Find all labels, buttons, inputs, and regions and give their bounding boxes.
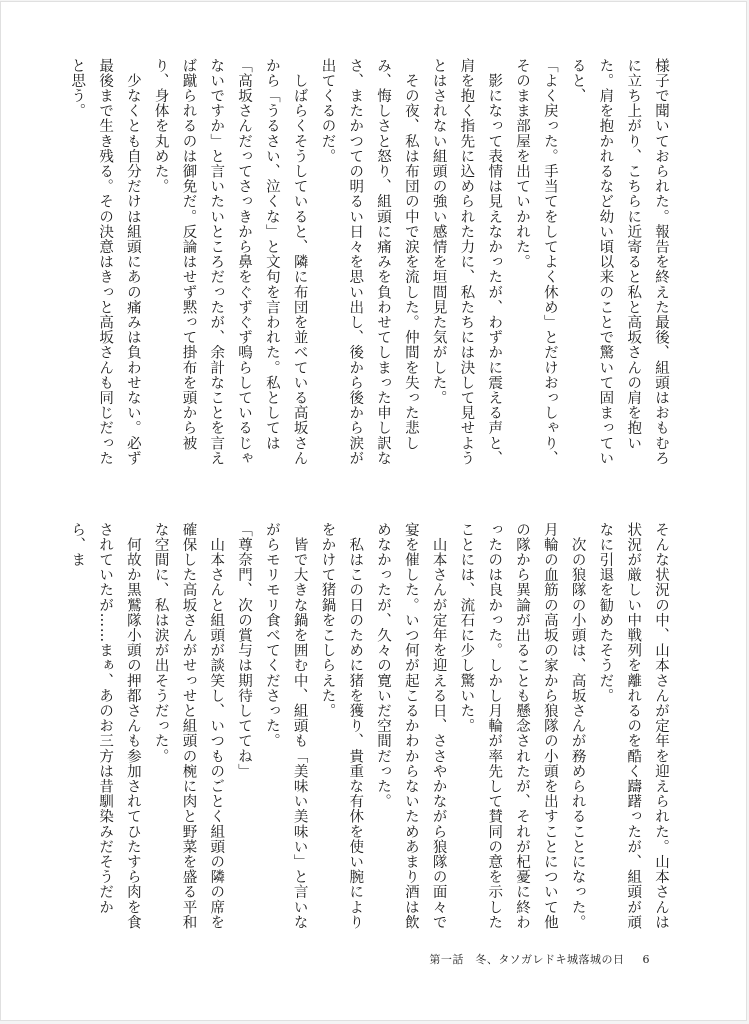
page-number: 6: [642, 953, 650, 966]
upper-text-block: [62, 58, 674, 470]
paragraph: 山本さんと組頭が談笑し、いつものごとく組頭の隣の席を確保した高坂さんがせっせと組頭の椀に肉と野菜を盛る平和な空間に、私は涙が出そうだった。: [152, 522, 225, 930]
paragraph: 「よく戻った。手当てをしてよく休め」とだけおっしゃり、そのまま部屋を出ていかれた。: [514, 58, 558, 466]
paragraph: 少なくとも自分だけは組頭にあの痛みは負わせない。必ず最後まで生き残る。その決意はきっと高坂さんも同じだったと思う。: [69, 58, 141, 466]
paragraph: そんな状況の中、山本さんが定年を迎えられた。山本さんは状況が厳しい中戦列を離れるのを酷く躊躇ったが、組頭が頑なに引退を勧めたそうだ。: [597, 522, 669, 930]
paragraph: しばらくそうしていると、隣に布団を並べている高坂さんから「うるさい、泣くな」と文句を言われた。私としては「高坂さんだってさっきから鼻をぐずぐず鳴らしているじゃないですか」と言いたいところだったが、余計なことを言えば蹴られるのは御免だ。反論はせず黙って掛布を頭から被り、身体を丸めた。: [152, 58, 308, 466]
paragraph: 影になって表情は見えなかったが、わずかに震える声と、肩を抱く指先に込められた力に、私たちには決して見せようとはされない組頭の強い感情を垣間見た気がした。: [430, 58, 503, 466]
paragraph: その夜、私は布団の中で涙を流した。仲間を失った悲しみ、悔しさと怒り、組頭に痛みを負わせてしまった申し訳なさ、またかつての明るい日々を思い出し、後から後から涙が出てくるのだ。: [319, 58, 419, 466]
paragraph: 皆で大きな鍋を囲む中、組頭も「美味い美味い」と言いながらモリモリ食べてくださった。: [263, 522, 308, 930]
paragraph: 次の狼隊の小頭は、高坂さんが務められることになった。月輪の血筋の高坂の家から狼隊の小頭を出すことについて他の隊から異論が出ることも懸念されたが、それが杞憂に終わったのは良かった。しかし月輪が率先して賛同の意を示したことには、流石に少し驚いた。: [458, 522, 586, 930]
book-page: [1, 2, 746, 1020]
page-footer: [429, 951, 650, 967]
paragraph: 山本さんが定年を迎える日、ささやかながら狼隊の面々で宴を催した。いつ何が起こるかわからないためあまり酒は飲めなかったが、久々の寛いだ空間だった。: [375, 522, 447, 930]
chapter-title: 第一話 冬、タソガレドキ城落城の日: [429, 953, 625, 966]
paragraph: 様子で聞いておられた。報告を終えた最後、組頭はおもむろに立ち上がり、こちらに近寄ると私と高坂さんの肩を抱いた。肩を抱かれるなど幼い頃以来のことで驚いて固まっていると、: [569, 58, 669, 466]
paragraph: 私はこの日のために猪を獲り、貴重な有休を使い腕によりをかけて猪鍋をこしらえた。: [319, 522, 364, 930]
lower-text-block: [62, 522, 674, 934]
paragraph: 「尊奈門、次の賞与は期待しててね」: [236, 522, 253, 779]
paragraph: 何故か黒鷲隊小頭の押都さんも参加されてひたすら肉を食されていたが……まぁ、あのお三方は昔馴染みだそうだから、ま: [69, 522, 141, 930]
